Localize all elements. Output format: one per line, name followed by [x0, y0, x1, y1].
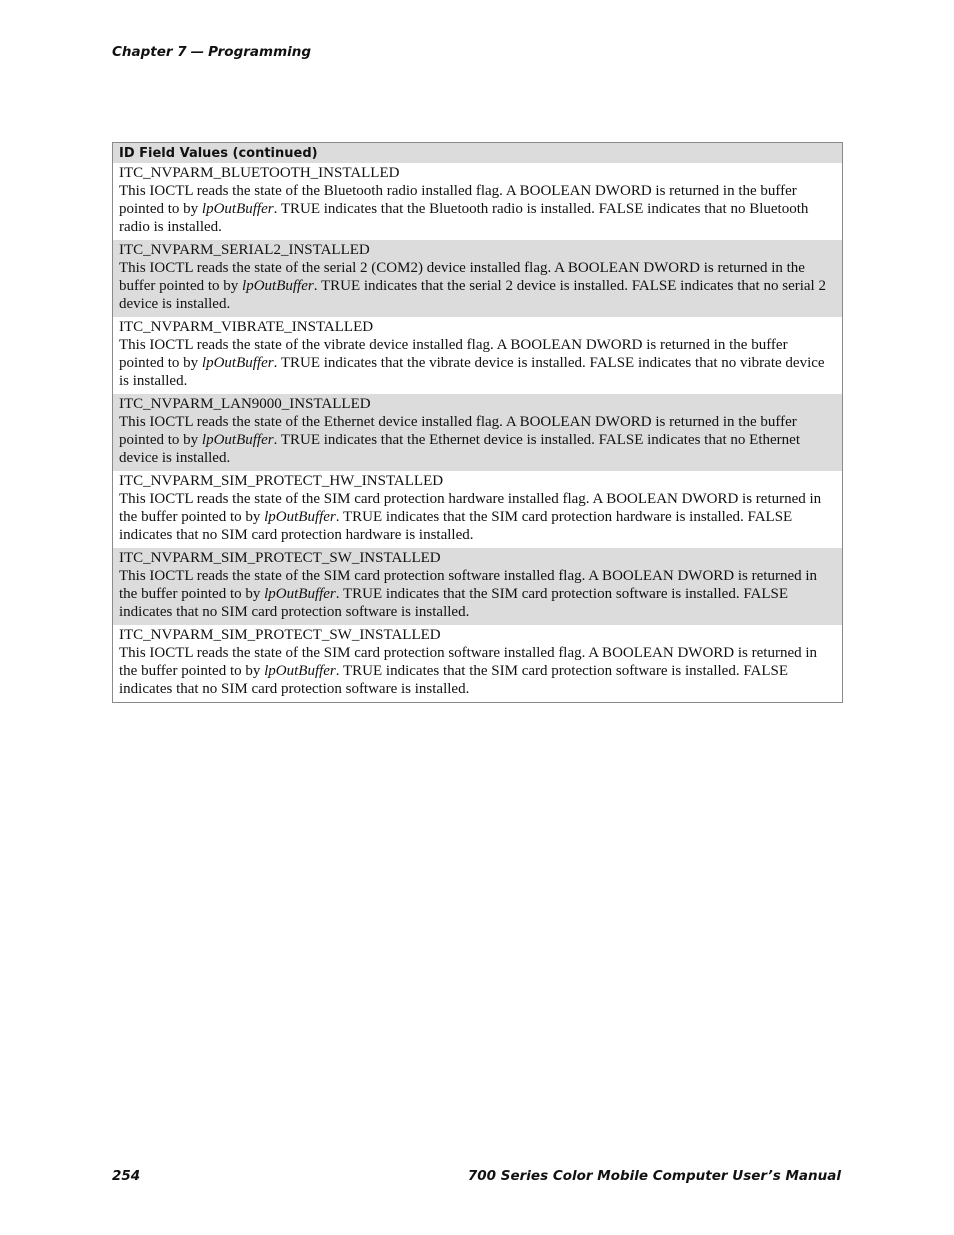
chapter-label: Chapter 7 [112, 44, 187, 60]
desc-text: This IOCTL reads the state of the Bluetooth radio installed flag. A BOOLEAN DWORD is returned in the buffer pointed to by [119, 183, 797, 217]
running-header [112, 44, 311, 60]
param-name: lpOutBuffer [201, 432, 274, 448]
row-title: ITC_NVPARM_VIBRATE_INSTALLED [119, 319, 374, 335]
table-row [113, 163, 842, 240]
section-label: Programming [208, 44, 312, 60]
row-title: ITC_NVPARM_SIM_PROTECT_SW_INSTALLED [119, 550, 441, 566]
desc-text: . TRUE indicates that the vibrate device is installed. FALSE indicates that no vibrate device is installed. [119, 355, 825, 389]
desc-text: This IOCTL reads the state of the SIM card protection software installed flag. A BOOLEAN DWORD is returned in the buffer pointed to by [119, 568, 818, 602]
row-title: ITC_NVPARM_SIM_PROTECT_SW_INSTALLED [119, 627, 441, 643]
desc-text: This IOCTL reads the state of the SIM card protection hardware installed flag. A BOOLEAN DWORD is returned in the buffer pointed to by [119, 491, 822, 525]
desc-text: . TRUE indicates that the SIM card protection hardware is installed. FALSE indicates that no SIM card protection hardware is installed. [119, 509, 793, 543]
desc-text: . TRUE indicates that the serial 2 device is installed. FALSE indicates that no serial 2 device is installed. [119, 278, 826, 312]
manual-title: 700 Series Color Mobile Computer User’s Manual [467, 1168, 841, 1184]
param-name: lpOutBuffer [264, 509, 336, 525]
row-title: ITC_NVPARM_SERIAL2_INSTALLED [119, 242, 370, 258]
table-row [113, 548, 842, 625]
page-number: 254 [112, 1168, 141, 1184]
row-title: ITC_NVPARM_LAN9000_INSTALLED [119, 396, 371, 412]
table-row [113, 471, 842, 548]
table-row [113, 394, 842, 471]
table-heading: ID Field Values (continued) [113, 143, 842, 163]
desc-text: This IOCTL reads the state of the vibrate device installed flag. A BOOLEAN DWORD is returned in the buffer pointed to by [119, 337, 788, 371]
desc-text: . TRUE indicates that the Ethernet device is installed. FALSE indicates that no Ethernet device is installed. [119, 432, 800, 466]
desc-text: This IOCTL reads the state of the serial 2 (COM2) device installed flag. A BOOLEAN DWORD is returned in the buffer pointed to by [119, 260, 805, 294]
desc-text: . TRUE indicates that the SIM card protection software is installed. FALSE indicates that no SIM card protection software is installed. [119, 586, 789, 620]
row-description [119, 336, 836, 390]
param-name: lpOutBuffer [201, 201, 274, 217]
table-row [113, 625, 842, 702]
desc-text: This IOCTL reads the state of the Ethernet device installed flag. A BOOLEAN DWORD is returned in the buffer pointed to by [119, 414, 797, 448]
table-row [113, 317, 842, 394]
table-row [113, 240, 842, 317]
desc-text: This IOCTL reads the state of the SIM card protection software installed flag. A BOOLEAN DWORD is returned in the buffer pointed to by [119, 645, 818, 679]
param-name: lpOutBuffer [201, 355, 274, 371]
row-description [119, 182, 836, 236]
row-description [119, 644, 836, 698]
row-description [119, 413, 836, 467]
header-separator: — [190, 44, 205, 60]
param-name: lpOutBuffer [264, 586, 336, 602]
row-description [119, 490, 836, 544]
row-description [119, 567, 836, 621]
row-title: ITC_NVPARM_SIM_PROTECT_HW_INSTALLED [119, 473, 444, 489]
param-name: lpOutBuffer [242, 278, 314, 294]
desc-text: . TRUE indicates that the Bluetooth radio is installed. FALSE indicates that no Bluetooth radio is installed. [119, 201, 809, 235]
row-description [119, 259, 836, 313]
row-title: ITC_NVPARM_BLUETOOTH_INSTALLED [119, 165, 400, 181]
param-name: lpOutBuffer [264, 663, 336, 679]
id-field-values-table [112, 142, 843, 703]
desc-text: . TRUE indicates that the SIM card protection software is installed. FALSE indicates that no SIM card protection software is installed. [119, 663, 789, 697]
